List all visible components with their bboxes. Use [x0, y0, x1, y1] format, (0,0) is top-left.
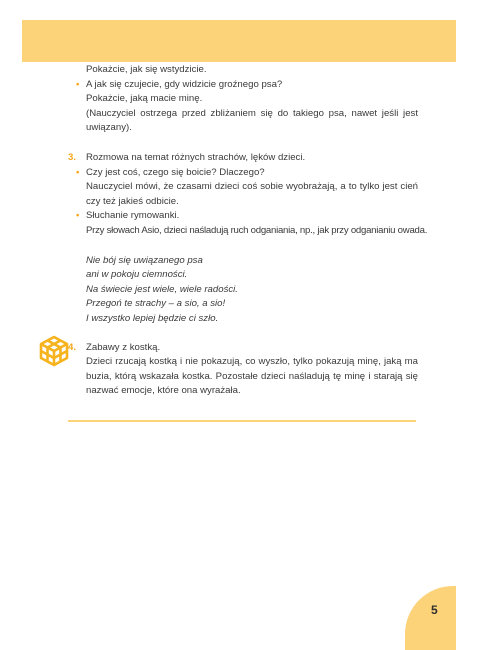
listening-title: Słuchanie rymowanki. — [86, 210, 180, 222]
question-text: Czy jest coś, czego się boicie? Dlaczego? — [86, 166, 265, 178]
bullet-marker: • — [76, 210, 80, 222]
poem-line: Przegoń te strachy – a sio, a sio! — [86, 298, 226, 310]
listening-instruction: Przy słowach Asio, dzieci naśladują ruch odganiania, np., jak przy odganianiu owada. — [86, 224, 428, 236]
bullet-marker: • — [76, 166, 80, 178]
section-number: 4. — [68, 341, 77, 353]
bullet-item — [68, 78, 418, 93]
bullet-marker: • — [76, 78, 80, 90]
bullet-item — [68, 209, 418, 224]
page-number: 5 — [431, 603, 438, 617]
divider — [68, 420, 416, 422]
intro-line: Pokażcie, jak się wstydzicie. — [86, 64, 207, 75]
poem-line: Na świecie jest wiele, wiele radości. — [86, 283, 238, 295]
answer-text: Pokażcie, jaką macie minę. — [86, 93, 203, 105]
poem-line: I wszystko lepiej będzie ci szło. — [86, 312, 219, 324]
question-text: A jak się czujecie, gdy widzicie groźnego psa? — [86, 78, 283, 90]
section-title: Zabawy z kostką. — [86, 341, 161, 353]
section-4-heading — [68, 341, 418, 356]
note-line: uwiązany). — [86, 122, 132, 134]
lesson-content — [68, 63, 428, 399]
poem-line: Nie bój się uwiązanego psa — [86, 254, 203, 266]
poem — [68, 254, 418, 327]
section-4-text: Dzieci rzucają kostką i nie pokazują, co wyszło, tylko pokazują minę, jaką ma — [86, 356, 418, 368]
bullet-item — [68, 166, 418, 181]
page-number-tab — [405, 586, 456, 650]
cube-icon — [39, 335, 69, 367]
section-4-text: buzia, którą wskazała kostka. Pozostałe dzieci naśladują tę minę i starają się — [86, 370, 418, 382]
answer-text: Nauczyciel mówi, że czasami dzieci coś sobie wyobrażają, a to tylko jest cień — [86, 181, 418, 193]
note-line: (Nauczyciel ostrzega przed zbliżaniem się do takiego psa, nawet jeśli jest — [86, 107, 418, 119]
section-3-heading — [68, 151, 418, 166]
section-4-text: nazwać emocje, które ona wyrażała. — [86, 385, 241, 397]
section-number: 3. — [68, 151, 77, 163]
section-title: Rozmowa na temat różnych strachów, lęków dzieci. — [86, 151, 306, 163]
poem-line: ani w pokoju ciemności. — [86, 269, 188, 281]
answer-text: czy też jakieś odbicie. — [86, 195, 179, 207]
header-band — [22, 20, 456, 62]
